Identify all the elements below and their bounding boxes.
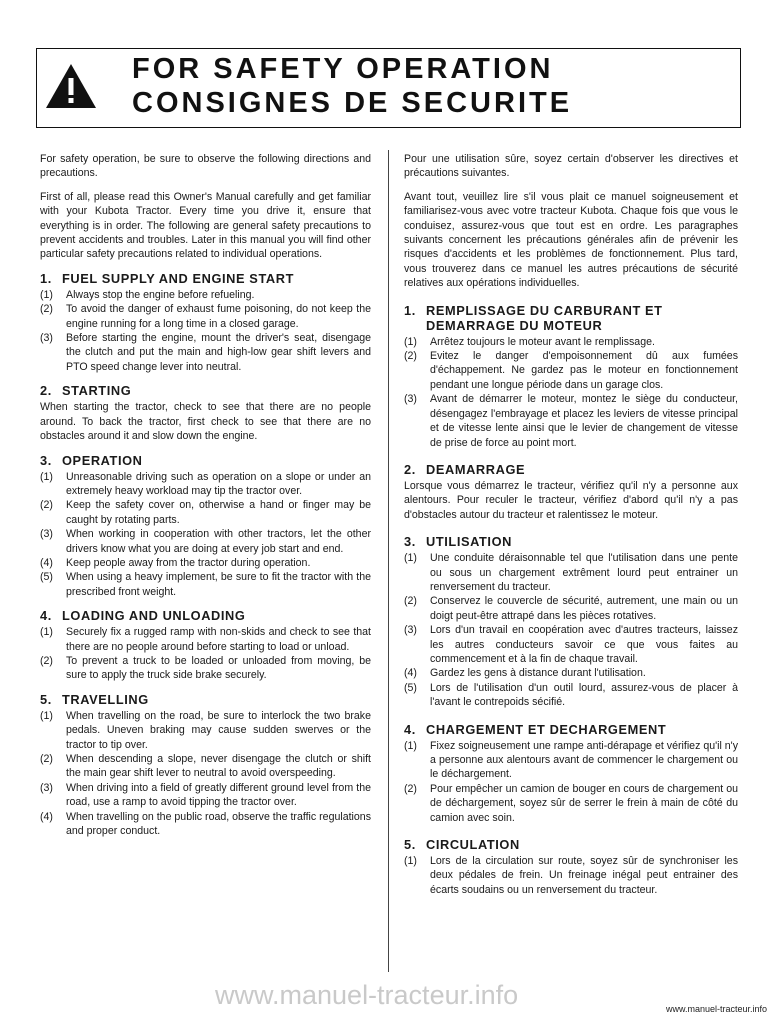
item-list bbox=[404, 335, 738, 450]
section-deamarrage bbox=[404, 462, 738, 522]
list-item: (1) Lors de la circulation sur route, soyez sûr de synchroniser les deux pédales de frein. Un freinage inégal peut entrainer des écarts soudains ou un renversement du tracteur. bbox=[404, 855, 738, 896]
section-paragraph: When starting the tractor, check to see that there are no people around. To back the tractor, first check to see that there are no obstacles around it and slow down the engine. bbox=[40, 401, 371, 443]
item-list bbox=[404, 551, 738, 709]
intro-paragraph-2: Avant tout, veuillez lire s'il vous plait ce manuel soigneusement et familiarisez-vous avec votre tracteur Kubota. Chaque fois que vous le conduisez, assurez-vous que tout est en ordre. Les paragraphes suivants concernent les précautions générales afin de prévenir les risques d'accidents et les problèmes de fonctionnement. Plus tard, vous trouverez dans ce manuel les autres précautions de sécurité relatives aux opérations individuelles. bbox=[404, 190, 738, 290]
section-heading: 3. UTILISATION bbox=[404, 534, 512, 550]
list-item: (2) Keep the safety cover on, otherwise a hand or finger may be caught by rotating parts. bbox=[40, 499, 371, 526]
item-list bbox=[40, 709, 371, 839]
list-item: (1) Unreasonable driving such as operation on a slope or under an extremely heavy workload may tip the tractor over. bbox=[40, 470, 371, 497]
list-item: (5) When using a heavy implement, be sure to fit the tractor with the prescribed front weight. bbox=[40, 571, 371, 598]
list-item: (3) Avant de démarrer le moteur, montez le siège du conducteur, désengagez l'embrayage et placez les leviers de vitesse principal et de vitesse lente ainsi que le levier de changement de vitesse de prise de force au point mort. bbox=[404, 393, 738, 449]
title-english: FOR SAFETY OPERATION bbox=[132, 53, 554, 85]
section-heading: 4. CHARGEMENT ET DECHARGEMENT bbox=[404, 721, 667, 737]
english-column bbox=[40, 152, 371, 838]
section-utilisation bbox=[404, 534, 738, 709]
intro-paragraph-1: Pour une utilisation sûre, soyez certain d'observer les directives et précautions suivantes. bbox=[404, 153, 738, 180]
intro-paragraph-2: First of all, please read this Owner's Manual carefully and get familiar with your Kubota Tractor. Every time you drive it, ensure that everything is in order. The following are general safety precautions to prevent accidents and troubles. Later in this manual you will find other particular safety precautions related to individual operations. bbox=[40, 190, 371, 261]
section-operation bbox=[40, 453, 371, 600]
list-item: (4) Gardez les gens à distance durant l'utilisation. bbox=[404, 667, 646, 680]
list-item: (4) Keep people away from the tractor during operation. bbox=[40, 556, 311, 569]
section-heading: 5. CIRCULATION bbox=[404, 837, 520, 853]
list-item: (2) When descending a slope, never disengage the clutch or shift the main gear shift lever to neutral to avoid overspeeding. bbox=[40, 753, 371, 780]
list-item: (1) Fixez soigneusement une rampe anti-dérapage et vérifiez qu'il n'y a personne aux alentours avant de commencer le chargement ou le déchargement. bbox=[404, 739, 738, 781]
section-heading: 5. TRAVELLING bbox=[40, 691, 149, 707]
title-french: CONSIGNES DE SECURITE bbox=[132, 87, 573, 119]
list-item: (2) Evitez le danger d'empoisonnement dû aux fumées d'échappement. Ne gardez pas le moteur en fonctionnement pendant une longue période dans un garage clos. bbox=[404, 350, 738, 391]
list-item: (2) To prevent a truck to be loaded or unloaded from moving, be sure to apply the truck side brake securely. bbox=[40, 654, 371, 682]
list-item: (3) When driving into a field of greatly different ground level from the road, use a ramp to avoid tipping the tractor over. bbox=[40, 781, 371, 809]
section-heading: 2. DEAMARRAGE bbox=[404, 461, 526, 477]
section-starting bbox=[40, 383, 371, 443]
list-item: (1) When travelling on the road, be sure to interlock the two brake pedals. Uneven braking may cause sudden swerves or the tractor to tip over. bbox=[40, 709, 371, 751]
list-item: (5) Lors de l'utilisation d'un outil lourd, assurez-vous de placer à l'avant le contrepoids sécifié. bbox=[404, 681, 738, 709]
section-chargement bbox=[404, 722, 738, 825]
section-paragraph: Lorsque vous démarrez le tracteur, vérifiez qu'il n'y a personne aux alentours. Pour reculer le tracteur, vérifiez d'abord qu'il n'y a pas d'obstacles autour du tracteur et ralentissez le moteur. bbox=[404, 479, 738, 521]
column-divider bbox=[388, 150, 389, 972]
french-column bbox=[404, 152, 738, 897]
item-list bbox=[40, 625, 371, 683]
item-list bbox=[40, 288, 371, 374]
section-fuel-supply bbox=[40, 271, 371, 374]
section-circulation bbox=[404, 837, 738, 897]
section-heading: 3. OPERATION bbox=[40, 452, 143, 468]
item-list bbox=[404, 739, 738, 825]
intro-paragraph-1: For safety operation, be sure to observe the following directions and precautions. bbox=[40, 153, 371, 180]
section-heading: 2. STARTING bbox=[40, 383, 132, 399]
list-item: (2) Pour empêcher un camion de bouger en cours de chargement ou de déchargement, soyez sûr de serrer le frein à main de côté du camion avec soin. bbox=[404, 782, 738, 824]
list-item: (3) Lors d'un travail en coopération avec d'autres tracteurs, laissez les autres conducteurs savoir ce que vous faites au commencement et à la fin de chaque travail. bbox=[404, 624, 738, 665]
list-item: (4) When travelling on the public road, observe the traffic regulations and proper conduct. bbox=[40, 810, 371, 838]
item-list bbox=[40, 470, 371, 600]
section-travelling bbox=[40, 692, 371, 839]
list-item: (2) To avoid the danger of exhaust fume poisoning, do not keep the engine running for a long time in a closed garage. bbox=[40, 303, 371, 330]
list-item: (1) Always stop the engine before refueling. bbox=[40, 288, 255, 301]
section-heading: 1. REMPLISSAGE DU CARBURANT ET DEMARRAGE DU MOTEUR bbox=[404, 302, 663, 333]
watermark-small: www.manuel-tracteur.info bbox=[665, 1004, 767, 1014]
list-item: (1) Securely fix a rugged ramp with non-skids and check to see that there are no people around before starting to load or unload. bbox=[40, 626, 371, 653]
list-item: (2) Conservez le couvercle de sécurité, autrement, une main ou un doigt peut-être attrapé dans les pièces rotatives. bbox=[404, 595, 738, 622]
watermark: www.manuel-tracteur.info bbox=[215, 980, 519, 1010]
list-item: (1) Arrêtez toujours le moteur avant le remplissage. bbox=[404, 335, 655, 348]
warning-triangle-icon bbox=[44, 62, 98, 110]
section-remplissage bbox=[404, 303, 738, 450]
section-heading: 1. FUEL SUPPLY AND ENGINE START bbox=[40, 270, 295, 286]
list-item: (1) Une conduite déraisonnable tel que l'utilisation dans une pente ou sous un chargement extrêment lourd peut entrainer un renversement du tracteur. bbox=[404, 552, 738, 593]
section-heading: 4. LOADING AND UNLOADING bbox=[40, 608, 246, 624]
section-loading bbox=[40, 608, 371, 683]
list-item: (3) When working in cooperation with other tractors, let the other drivers know what you are doing at every job start and end. bbox=[40, 528, 371, 555]
item-list bbox=[404, 854, 738, 897]
list-item: (3) Before starting the engine, mount the driver's seat, disengage the clutch and put the main and high-low gear shift levers and PTO speed change lever into neutral. bbox=[40, 332, 371, 373]
